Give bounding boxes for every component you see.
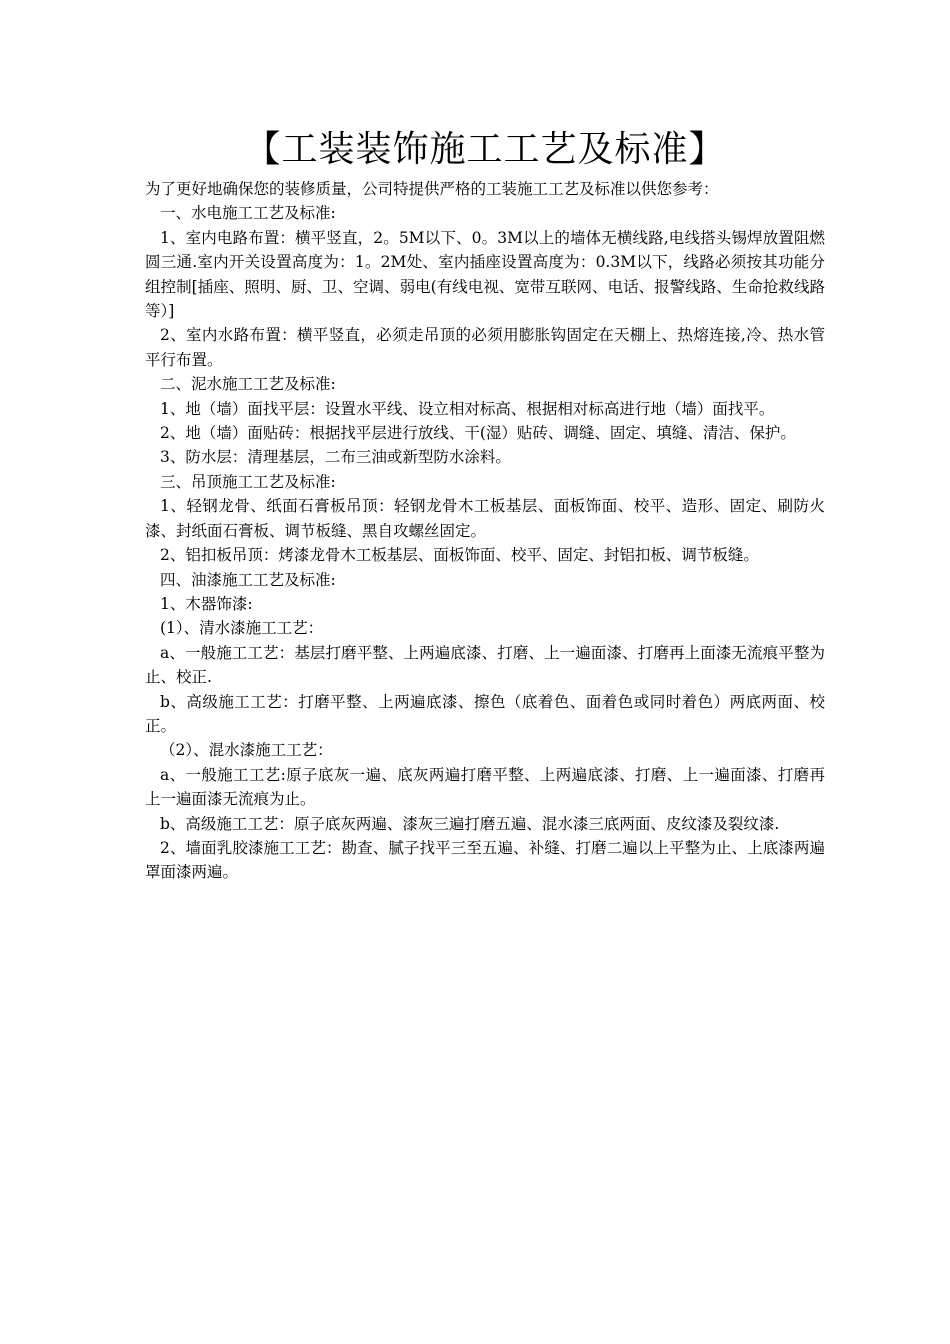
paragraph-latex-wall-paint: 2、墙面乳胶漆施工工艺：勘查、腻子找平三至五遍、补缝、打磨二遍以上平整为止、上底漆两遍罩面漆两遍。 [145, 838, 825, 882]
paragraph-water-piping: 2、室内水路布置：横平竖直，必须走吊顶的必须用膨胀钩固定在天棚上、热熔连接,冷、热水管平行布置。 [145, 326, 825, 369]
paragraph-wood-finish: 1、木器饰漆: [160, 594, 253, 613]
section-heading-electrical: 一、水电施工工艺及标准: [160, 204, 336, 223]
paragraph-opaque-paint-advanced: b、高级施工工艺：原子底灰两遍、漆灰三遍打磨五遍、混水漆三底两面、皮纹漆及裂纹漆. [160, 814, 780, 833]
paragraph-electrical-wiring: 1、室内电路布置：横平竖直，2。5M以下、0。3M以上的墙体无横线路,电线搭头锡焊放置阻燃圆三通.室内开关设置高度为：1。2M处、室内插座设置高度为：0.3M以下，线路必须按其功能分组控制[插座、照明、厨、卫、空调、弱电(有线电视、宽带互联网、电话、报警线路、生命抢救线路等）] [145, 228, 825, 321]
section-heading-ceiling: 三、吊顶施工工艺及标准: [160, 472, 336, 491]
subheading-opaque-paint: （2）、混水漆施工工艺： [160, 741, 333, 760]
paragraph-tiling: 2、地（墙）面贴砖：根据找平层进行放线、干(湿）贴砖、调缝、固定、填缝、清洁、保护。 [160, 424, 796, 443]
section-heading-painting: 四、油漆施工工艺及标准: [160, 570, 336, 589]
paragraph-gypsum-ceiling: 1、轻钢龙骨、纸面石膏板吊顶：轻钢龙骨木工板基层、面板饰面、校平、造形、固定、刷防火漆、封纸面石膏板、调节板缝、黑自攻螺丝固定。 [145, 497, 825, 540]
paragraph-leveling: 1、地（墙）面找平层：设置水平线、设立相对标高、根据相对标高进行地（墙）面找平。 [160, 399, 775, 418]
document-page [145, 125, 825, 885]
paragraph-clear-varnish-basic: a、一般施工工艺：基层打磨平整、上两遍底漆、打磨、上一遍面漆、打磨再上面漆无流痕平整为止、校正. [145, 643, 825, 687]
paragraph-aluminum-ceiling: 2、铝扣板吊顶：烤漆龙骨木工板基层、面板饰面、校平、固定、封铝扣板、调节板缝。 [160, 546, 759, 565]
intro-paragraph: 为了更好地确保您的装修质量，公司特提供严格的工装施工工艺及标准以供您参考： [145, 180, 719, 198]
paragraph-waterproofing: 3、防水层：清理基层，二布三油或新型防水涂料。 [160, 448, 511, 467]
paragraph-opaque-paint-basic: a、一般施工工艺:原子底灰一遍、底灰两遍打磨平整、上两遍底漆、打磨、上一遍面漆、打磨再上一遍面漆无流痕为止。 [145, 765, 825, 809]
document-title: 【工装装饰施工工艺及标准】 [244, 129, 726, 170]
subheading-clear-varnish: (1）、清水漆施工工艺： [160, 619, 324, 638]
paragraph-clear-varnish-advanced: b、高级施工工艺：打磨平整、上两遍底漆、擦色（底着色、面着色或同时着色）两底两面、校正。 [145, 692, 825, 735]
section-heading-masonry: 二、泥水施工工艺及标准: [160, 375, 336, 394]
